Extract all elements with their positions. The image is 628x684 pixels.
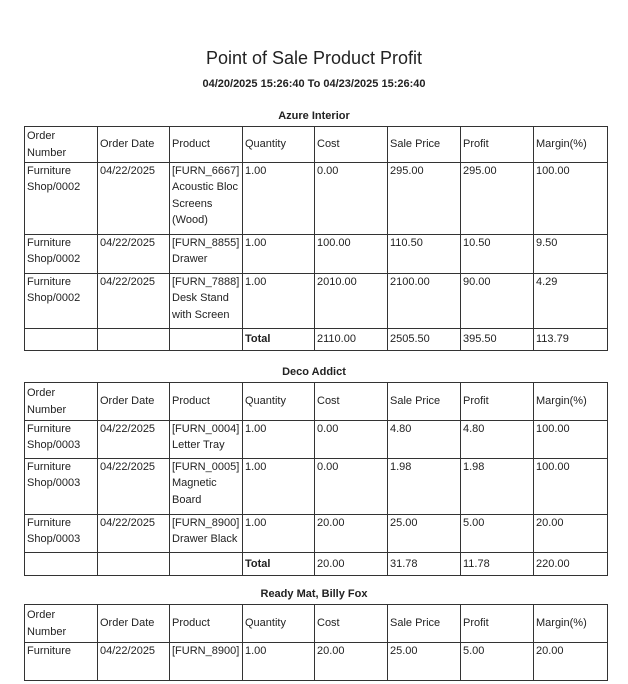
sale-price-cell: 25.00: [388, 515, 461, 553]
product-cell: [FURN_8900]: [170, 643, 243, 681]
profit-cell: 5.00: [461, 515, 534, 553]
column-header-order-number: Order Number: [25, 383, 98, 421]
column-header-sale-price: Sale Price: [388, 127, 461, 163]
order-number-cell: Furniture: [25, 643, 98, 681]
column-header-order-date: Order Date: [98, 383, 170, 421]
column-header-quantity: Quantity: [243, 383, 315, 421]
profit-table-azure-interior: [24, 126, 608, 351]
cost-cell: 0.00: [315, 163, 388, 235]
sale-price-cell: 4.80: [388, 421, 461, 459]
column-header-profit: Profit: [461, 605, 534, 643]
total-margin-cell: 113.79: [534, 329, 608, 351]
profit-cell: 5.00: [461, 643, 534, 681]
margin-cell: 100.00: [534, 459, 608, 515]
order-date-cell: 04/22/2025: [98, 163, 170, 235]
product-cell: [FURN_0004] Letter Tray: [170, 421, 243, 459]
product-cell: [FURN_7888] Desk Stand with Screen: [170, 274, 243, 329]
margin-cell: 20.00: [534, 515, 608, 553]
total-cost-cell: 20.00: [315, 553, 388, 576]
quantity-cell: 1.00: [243, 235, 315, 274]
margin-cell: 9.50: [534, 235, 608, 274]
column-header-order-date: Order Date: [98, 127, 170, 163]
total-margin-cell: 220.00: [534, 553, 608, 576]
order-date-cell: 04/22/2025: [98, 274, 170, 329]
order-number-cell: Furniture Shop/0002: [25, 235, 98, 274]
total-profit-cell: 395.50: [461, 329, 534, 351]
column-header-margin: Margin(%): [534, 127, 608, 163]
profit-cell: 4.80: [461, 421, 534, 459]
quantity-cell: 1.00: [243, 515, 315, 553]
column-header-margin: Margin(%): [534, 383, 608, 421]
column-header-order-date: Order Date: [98, 605, 170, 643]
column-header-product: Product: [170, 383, 243, 421]
product-cell: [FURN_6667] Acoustic Bloc Screens (Wood): [170, 163, 243, 235]
column-header-quantity: Quantity: [243, 605, 315, 643]
profit-cell: 1.98: [461, 459, 534, 515]
section-title-azure-interior: Azure Interior: [278, 110, 350, 122]
report-title: Point of Sale Product Profit: [205, 48, 423, 68]
cost-cell: 2010.00: [315, 274, 388, 329]
product-cell: [FURN_8855] Drawer: [170, 235, 243, 274]
order-number-cell: Furniture Shop/0002: [25, 274, 98, 329]
column-header-quantity: Quantity: [243, 127, 315, 163]
margin-cell: 20.00: [534, 643, 608, 681]
order-date-cell: 04/22/2025: [98, 459, 170, 515]
quantity-cell: 1.00: [243, 643, 315, 681]
cost-cell: 100.00: [315, 235, 388, 274]
order-date-cell: 04/22/2025: [98, 235, 170, 274]
column-header-profit: Profit: [461, 383, 534, 421]
section-title-ready-mat-billy-fox: Ready Mat, Billy Fox: [260, 588, 368, 600]
order-date-cell: 04/22/2025: [98, 643, 170, 681]
sale-price-cell: 295.00: [388, 163, 461, 235]
column-header-sale-price: Sale Price: [388, 605, 461, 643]
profit-table-deco-addict: [24, 382, 608, 576]
column-header-product: Product: [170, 127, 243, 163]
column-header-sale-price: Sale Price: [388, 383, 461, 421]
quantity-cell: 1.00: [243, 274, 315, 329]
cost-cell: 0.00: [315, 459, 388, 515]
column-header-order-number: Order Number: [25, 605, 98, 643]
margin-cell: 100.00: [534, 421, 608, 459]
total-sale-price-cell: 31.78: [388, 553, 461, 576]
table-header-row: [25, 605, 608, 643]
column-header-cost: Cost: [315, 605, 388, 643]
total-sale-price-cell: 2505.50: [388, 329, 461, 351]
order-number-cell: Furniture Shop/0003: [25, 421, 98, 459]
order-date-cell: 04/22/2025: [98, 515, 170, 553]
table-row: [25, 421, 608, 459]
total-label: Total: [243, 329, 315, 351]
cost-cell: 20.00: [315, 643, 388, 681]
quantity-cell: 1.00: [243, 421, 315, 459]
cost-cell: 0.00: [315, 421, 388, 459]
total-row: [25, 329, 608, 351]
total-profit-cell: 11.78: [461, 553, 534, 576]
order-date-cell: 04/22/2025: [98, 421, 170, 459]
table-row: [25, 274, 608, 329]
quantity-cell: 1.00: [243, 459, 315, 515]
column-header-margin: Margin(%): [534, 605, 608, 643]
cost-cell: 20.00: [315, 515, 388, 553]
sale-price-cell: 2100.00: [388, 274, 461, 329]
product-cell: [FURN_0005] Magnetic Board: [170, 459, 243, 515]
column-header-order-number: Order Number: [25, 127, 98, 163]
margin-cell: 100.00: [534, 163, 608, 235]
profit-cell: 90.00: [461, 274, 534, 329]
report-date-range: 04/20/2025 15:26:40 To 04/23/2025 15:26:40: [202, 78, 426, 90]
sale-price-cell: 25.00: [388, 643, 461, 681]
profit-cell: 10.50: [461, 235, 534, 274]
table-header-row: [25, 127, 608, 163]
profit-table-ready-mat-billy-fox: [24, 604, 608, 681]
total-row: [25, 553, 608, 576]
table-row: [25, 235, 608, 274]
table-header-row: [25, 383, 608, 421]
total-cost-cell: 2110.00: [315, 329, 388, 351]
product-cell: [FURN_8900] Drawer Black: [170, 515, 243, 553]
order-number-cell: Furniture Shop/0003: [25, 515, 98, 553]
quantity-cell: 1.00: [243, 163, 315, 235]
table-row: [25, 163, 608, 235]
table-row: [25, 459, 608, 515]
total-label: Total: [243, 553, 315, 576]
order-number-cell: Furniture Shop/0003: [25, 459, 98, 515]
column-header-cost: Cost: [315, 383, 388, 421]
sale-price-cell: 110.50: [388, 235, 461, 274]
table-row: [25, 515, 608, 553]
sale-price-cell: 1.98: [388, 459, 461, 515]
order-number-cell: Furniture Shop/0002: [25, 163, 98, 235]
column-header-profit: Profit: [461, 127, 534, 163]
profit-cell: 295.00: [461, 163, 534, 235]
table-row: [25, 643, 608, 681]
column-header-cost: Cost: [315, 127, 388, 163]
column-header-product: Product: [170, 605, 243, 643]
margin-cell: 4.29: [534, 274, 608, 329]
section-title-deco-addict: Deco Addict: [282, 366, 346, 378]
